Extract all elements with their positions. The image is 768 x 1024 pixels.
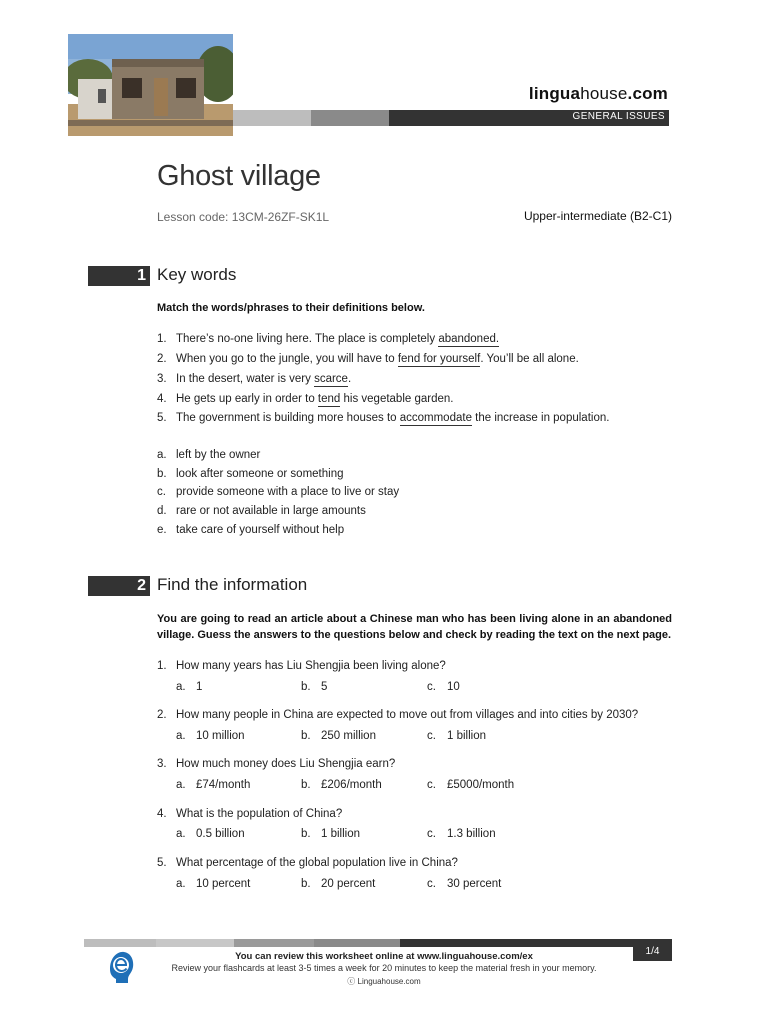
list-item: 1. There’s no-one living here. The place is completely abandoned. <box>157 333 500 345</box>
footer-review-link[interactable]: You can review this worksheet online at www.linguahouse.com/ex <box>235 951 533 962</box>
section-2-number: 2 <box>88 576 150 596</box>
question-1: 1. How many years has Liu Shengjia been living alone? <box>157 660 446 672</box>
section-2-instruction: You are going to read an article about a Chinese man who has been living alone in an abandoned village. Guess the answers to the questions below and check by reading the text on the next page. <box>157 613 672 641</box>
list-item: d. rare or not available in large amounts <box>157 505 366 517</box>
section-1-number: 1 <box>88 266 150 286</box>
list-item: e. take care of yourself without help <box>157 524 345 536</box>
q2-option-a: a. 10 million <box>176 730 245 742</box>
list-item: 4. He gets up early in order to tend his vegetable garden. <box>157 393 454 405</box>
page-number: 1/4 <box>633 943 672 961</box>
questions-list <box>157 660 677 900</box>
lesson-code: Lesson code: 13CM-26ZF-SK1L <box>157 210 330 224</box>
q2-option-c: c. 1 billion <box>427 730 486 742</box>
q4-option-c: c. 1.3 billion <box>427 828 496 840</box>
q3-option-b: b. £206/month <box>301 779 382 791</box>
q4-option-a: a. 0.5 billion <box>176 828 245 840</box>
question-4: 4. What is the population of China? <box>157 808 343 820</box>
q5-option-c: c. 30 percent <box>427 878 502 890</box>
q3-option-c: c. £5000/month <box>427 779 515 791</box>
q5-option-b: b. 20 percent <box>301 878 376 890</box>
q1-option-a: a. 1 <box>176 681 203 693</box>
question-3: 3. How much money does Liu Shengjia earn? <box>157 758 396 770</box>
page-title: Ghost village <box>157 160 321 192</box>
header-bar <box>233 110 669 126</box>
question-2: 2. How many people in China are expected to move out from villages and into cities by 2030? <box>157 709 639 721</box>
q3-option-a: a. £74/month <box>176 779 251 791</box>
q2-option-b: b. 250 million <box>301 730 376 742</box>
section-1-title: Key words <box>157 265 237 284</box>
list-item: a. left by the owner <box>157 449 261 461</box>
q1-option-c: c. 10 <box>427 681 460 693</box>
section-1-instruction: Match the words/phrases to their definitions below. <box>157 302 425 314</box>
category-label: GENERAL ISSUES <box>572 111 665 122</box>
header-photo <box>68 34 233 136</box>
q5-option-a: a. 10 percent <box>176 878 251 890</box>
section-2-title: Find the information <box>157 575 308 594</box>
q1-option-b: b. 5 <box>301 681 328 693</box>
list-item: c. provide someone with a place to live or stay <box>157 486 400 498</box>
level-label: Upper-intermediate (B2-C1) <box>523 209 672 223</box>
question-5: 5. What percentage of the global population live in China? <box>157 857 458 869</box>
list-item: 3. In the desert, water is very scarce. <box>157 373 352 385</box>
list-item: 5. The government is building more houses to accommodate the increase in population. <box>157 412 610 424</box>
q4-option-b: b. 1 billion <box>301 828 360 840</box>
footer-flashcard-note: Review your flashcards at least 3-5 times a week for 20 minutes to keep the material fresh in your memory. <box>171 963 597 973</box>
footer-bar <box>84 939 672 947</box>
brand-logo-text: linguahouse.com <box>528 84 668 103</box>
list-item: b. look after someone or something <box>157 468 344 480</box>
list-item: 2. When you go to the jungle, you will have to fend for yourself. You’ll be all alone. <box>157 353 579 365</box>
footer-copyright: ⓒ Linguahouse.com <box>347 977 421 986</box>
